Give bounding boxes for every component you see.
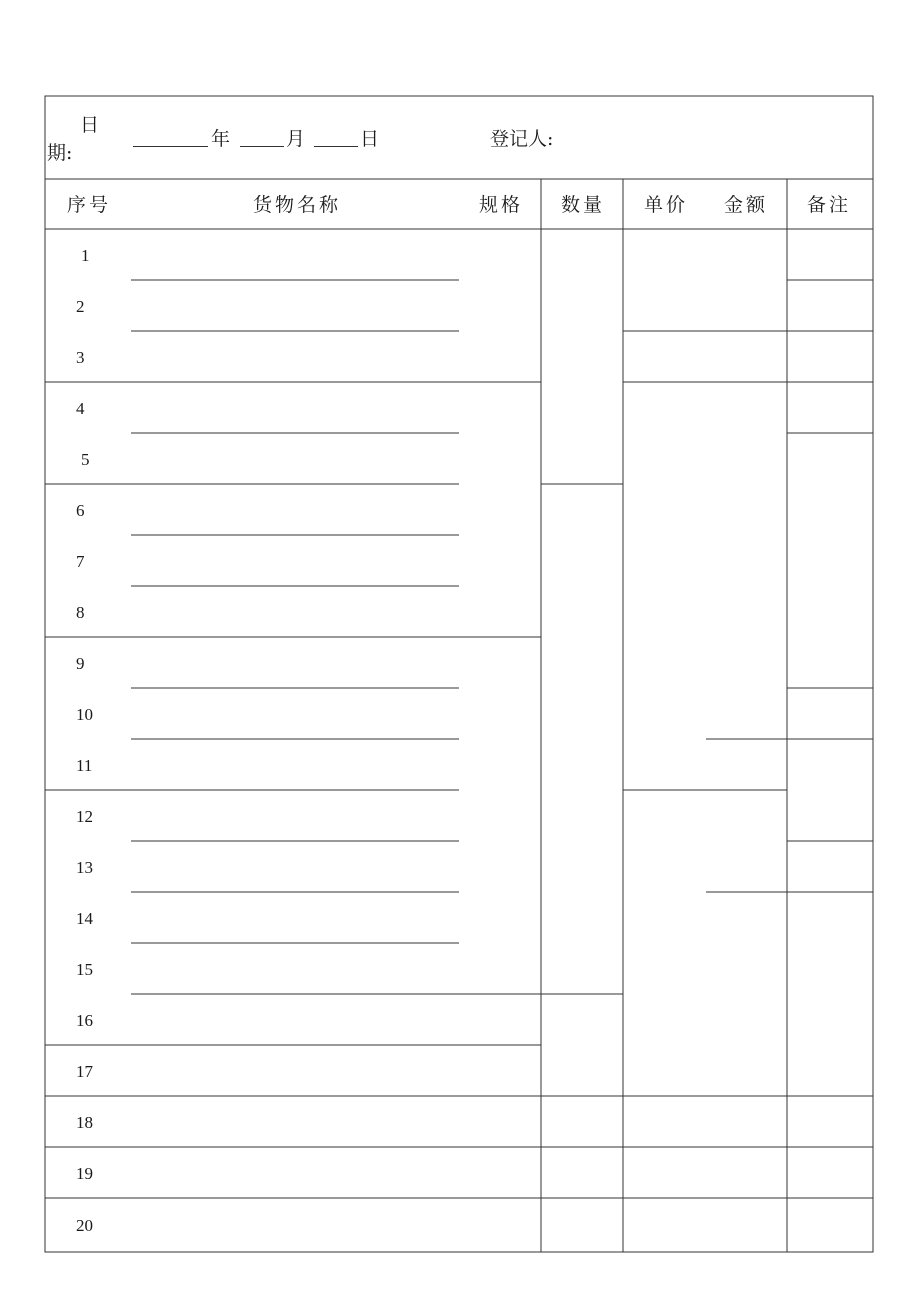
row-number: 9 <box>76 654 85 673</box>
row-number: 16 <box>76 1011 93 1030</box>
date-label-top: 日 <box>80 114 100 136</box>
row-number: 20 <box>76 1216 93 1235</box>
row-number: 4 <box>76 399 85 418</box>
registrar-input[interactable] <box>565 146 845 147</box>
row-number: 14 <box>76 909 93 928</box>
day-input[interactable] <box>314 146 358 147</box>
year-label: 年 <box>211 128 231 150</box>
month-label: 月 <box>286 128 306 150</box>
column-header-price: 单价 <box>644 194 689 216</box>
row-number: 12 <box>76 807 93 826</box>
row-number: 3 <box>76 348 85 367</box>
day-label: 日 <box>360 128 380 150</box>
row-number: 15 <box>76 960 93 979</box>
row-number: 18 <box>76 1113 93 1132</box>
row-number: 8 <box>76 603 85 622</box>
row-number: 2 <box>76 297 85 316</box>
date-label-bottom: 期: <box>47 142 73 164</box>
row-number: 10 <box>76 705 93 724</box>
row-number: 5 <box>81 450 90 469</box>
column-header-remark: 备注 <box>807 194 852 216</box>
year-input[interactable] <box>133 146 208 147</box>
column-header-spec: 规格 <box>479 194 524 216</box>
row-number: 1 <box>81 246 90 265</box>
row-number: 17 <box>76 1062 93 1081</box>
column-header-name: 货物名称 <box>253 194 342 216</box>
column-header-amount: 金额 <box>724 194 769 216</box>
row-number: 19 <box>76 1164 93 1183</box>
row-number: 6 <box>76 501 85 520</box>
month-input[interactable] <box>240 146 284 147</box>
column-header-seq: 序号 <box>67 194 112 216</box>
row-number: 7 <box>76 552 85 571</box>
registrar-label: 登记人: <box>490 128 554 150</box>
row-number: 13 <box>76 858 93 877</box>
row-number: 11 <box>76 756 93 775</box>
column-header-qty: 数量 <box>561 194 606 216</box>
